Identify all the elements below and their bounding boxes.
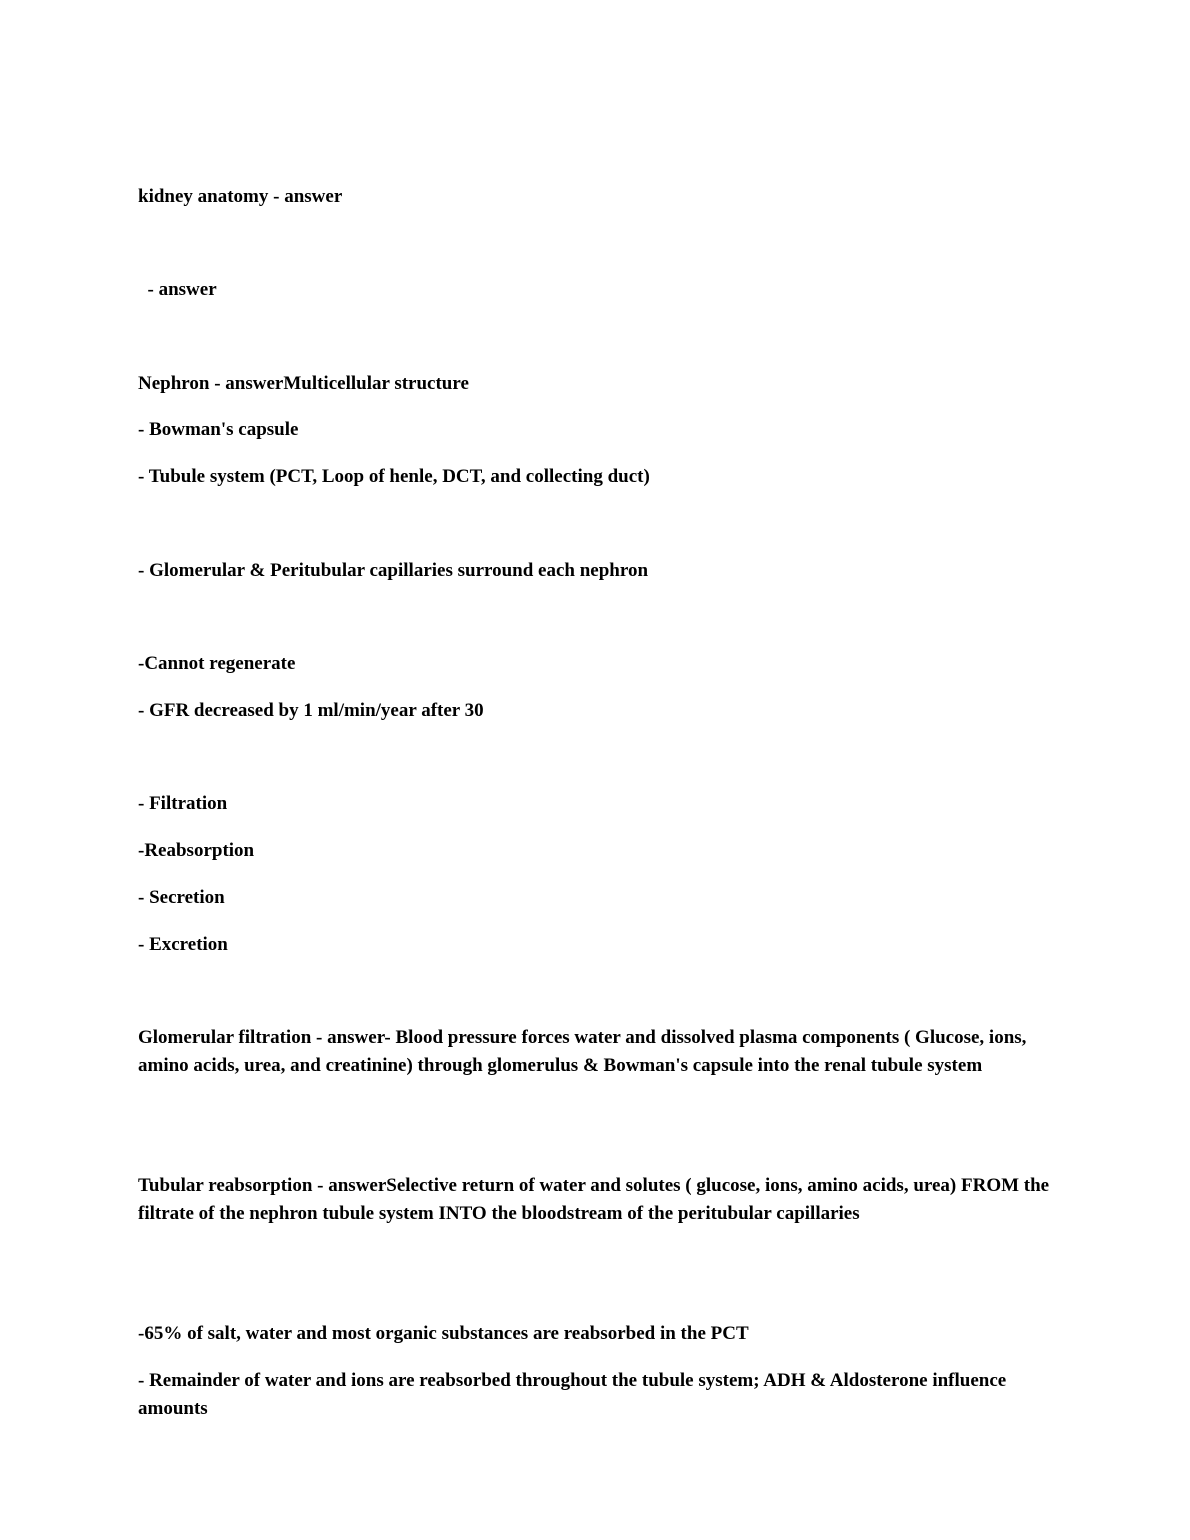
tubular-reabsorption-paragraph: Tubular reabsorption - answerSelective return of water and solutes ( glucose, ions, amino acids, urea) FROM the filtrate of the nephron tubule system INTO the bloodstream of the peritubular capillaries — [138, 1175, 1054, 1224]
bullet-excretion: - Excretion — [138, 934, 228, 955]
bullet-remainder-reabsorption: - Remainder of water and ions are reabsorbed throughout the tubule system; ADH & Aldosterone influence amounts — [138, 1370, 1011, 1419]
bullet-tubule-system: - Tubule system (PCT, Loop of henle, DCT, and collecting duct) — [138, 466, 650, 487]
bullet-gfr-decrease: - GFR decreased by 1 ml/min/year after 30 — [138, 700, 484, 721]
nephron-definition: Nephron - answerMulticellular structure — [138, 373, 469, 394]
bullet-capillaries: - Glomerular & Peritubular capillaries surround each nephron — [138, 560, 649, 581]
bullet-reabsorption: -Reabsorption — [138, 840, 255, 861]
glomerular-filtration-paragraph: Glomerular filtration - answer- Blood pressure forces water and dissolved plasma components ( Glucose, ions, amino acids, urea, and creatinine) through glomerulus & Bowman's capsule into the renal tubule system — [138, 1027, 1032, 1076]
bullet-bowmans-capsule: - Bowman's capsule — [138, 419, 299, 440]
bullet-cannot-regenerate: -Cannot regenerate — [138, 653, 296, 674]
answer-line: - answer — [138, 279, 217, 300]
bullet-pct-reabsorption: -65% of salt, water and most organic substances are reabsorbed in the PCT — [138, 1323, 749, 1344]
bullet-filtration: - Filtration — [138, 793, 228, 814]
bullet-secretion: - Secretion — [138, 887, 225, 908]
heading-kidney-anatomy: kidney anatomy - answer — [138, 186, 343, 207]
